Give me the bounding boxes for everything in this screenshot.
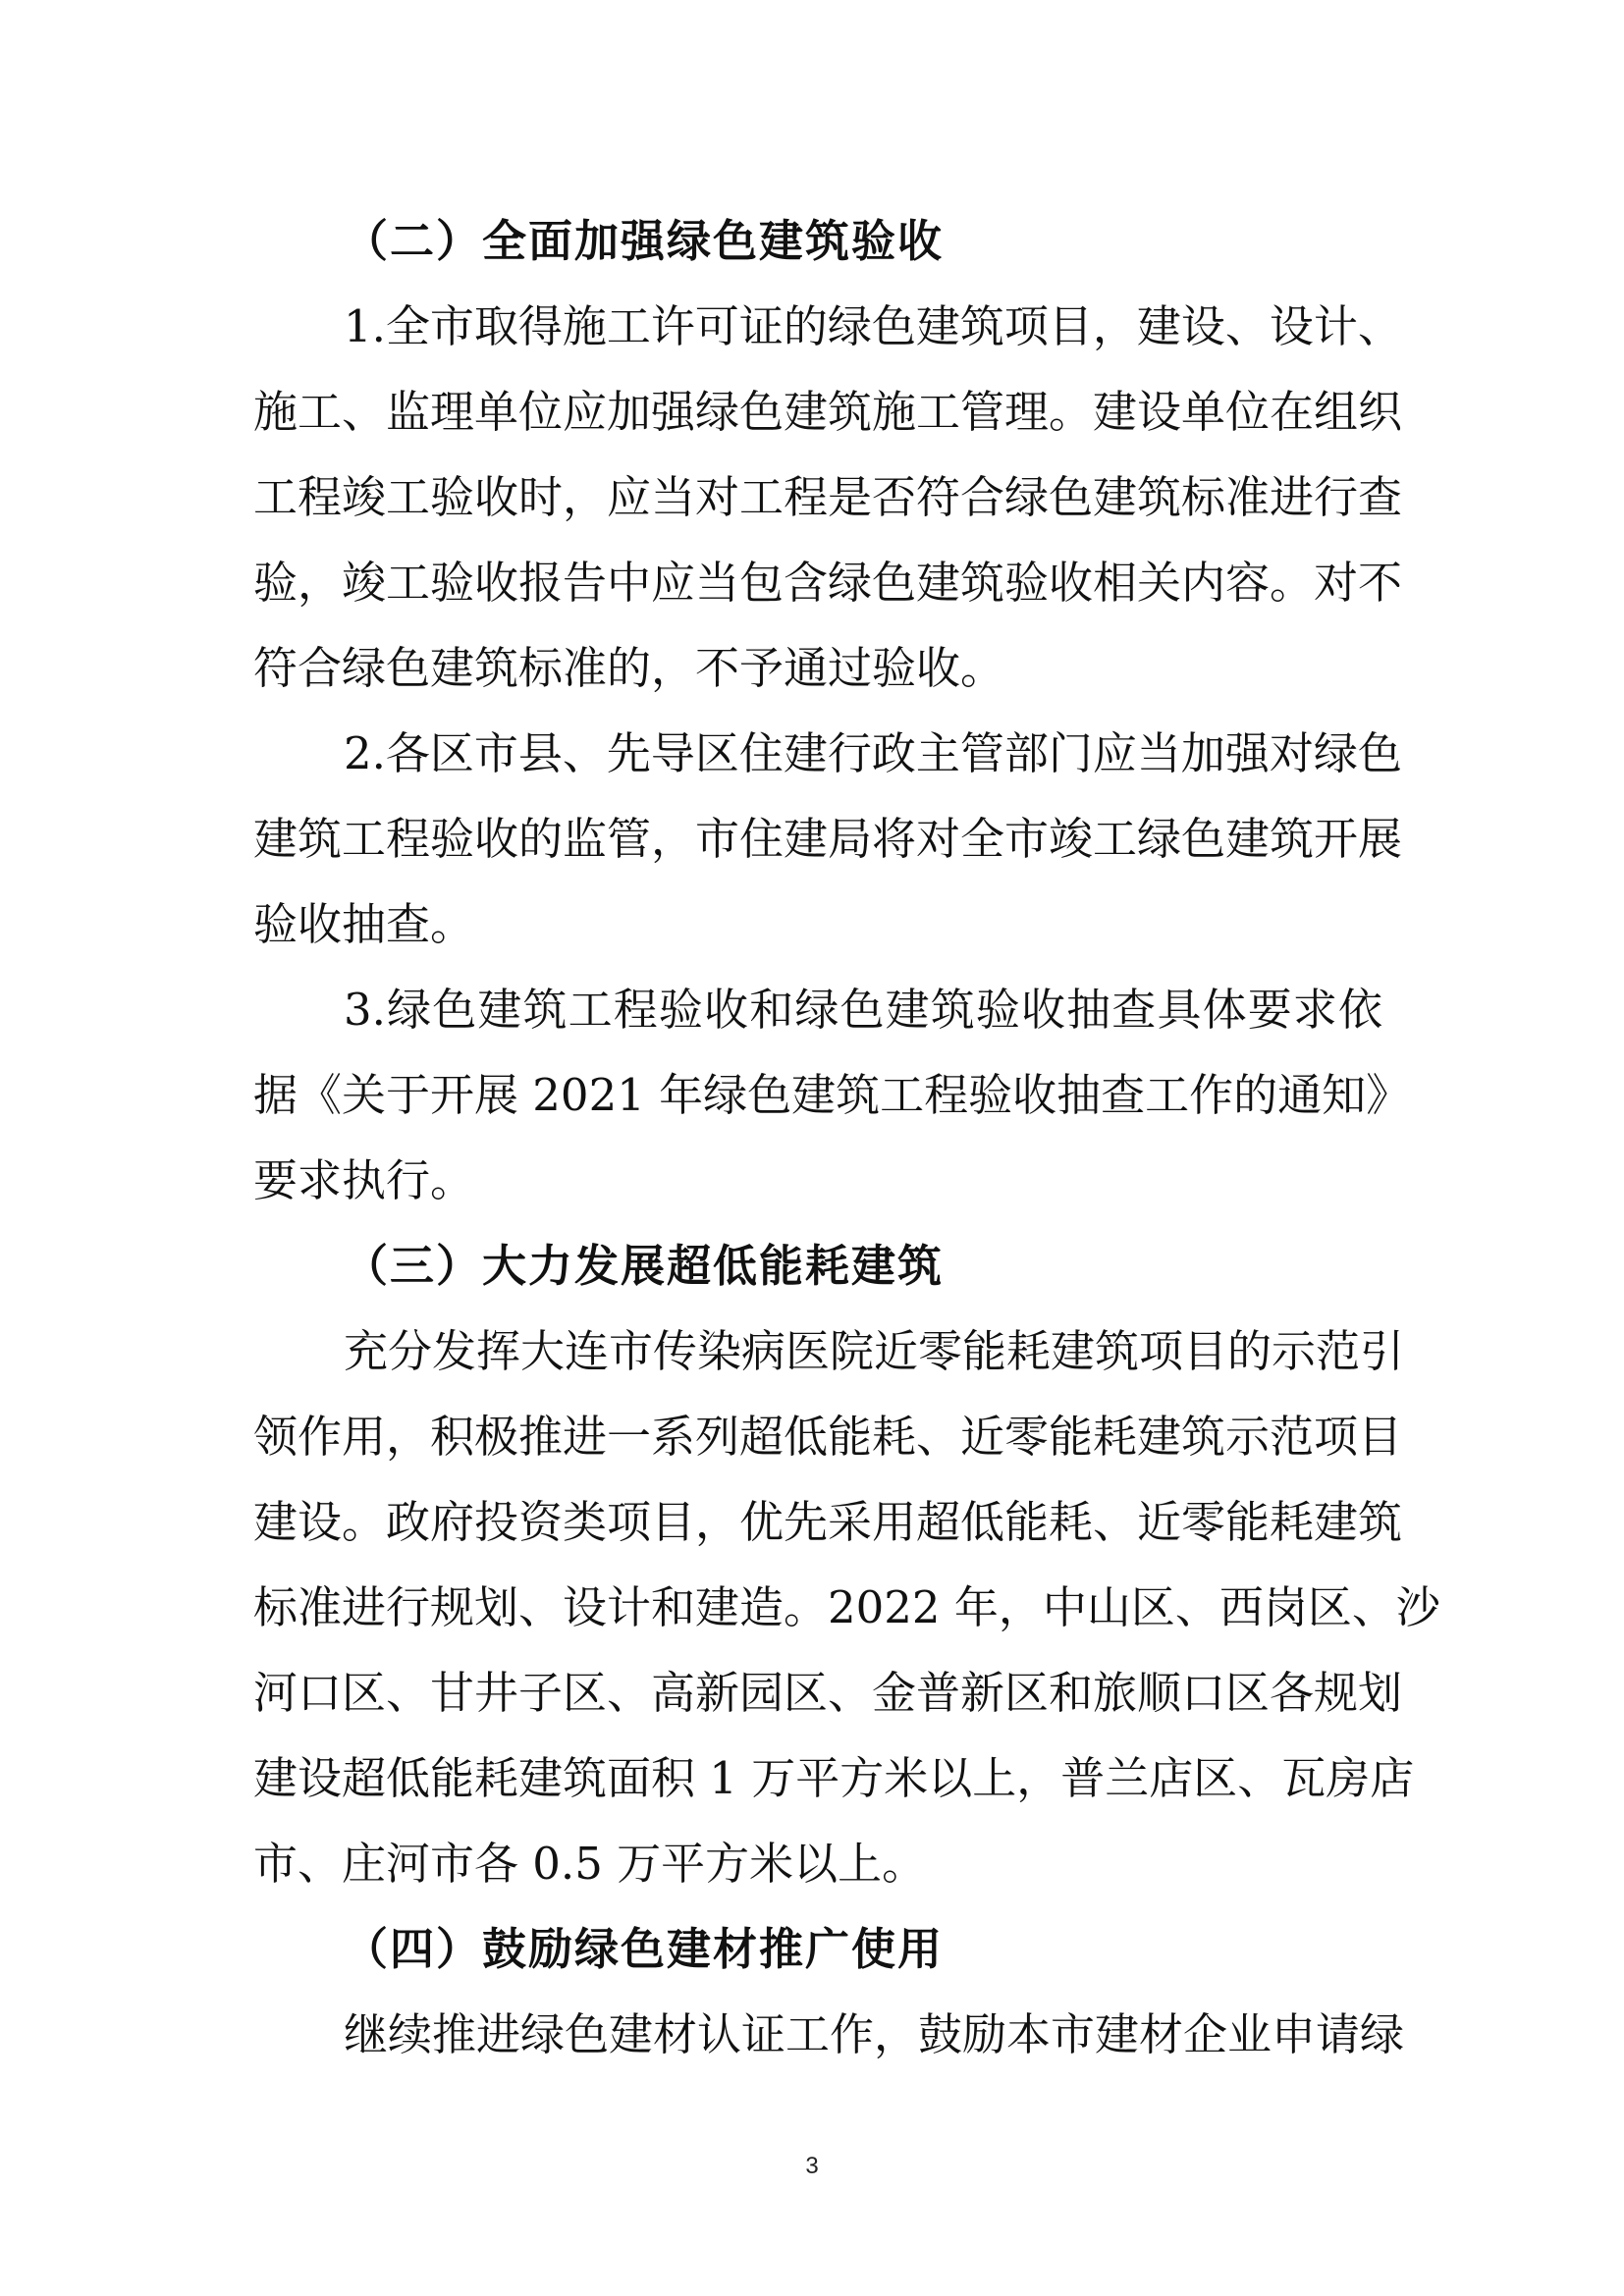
paragraph-line: 建设超低能耗建筑面积 1 万平方米以上，普兰店区、瓦房店 (253, 1752, 1415, 1804)
paragraph-line: 市、庄河市各 0.5 万平方米以上。 (253, 1838, 927, 1890)
paragraph-line: 建设。政府投资类项目，优先采用超低能耗、近零能耗建筑 (253, 1496, 1403, 1548)
paragraph-line: 符合绿色建筑标准的，不予通过验收。 (253, 642, 1005, 694)
section-heading-4: （四）鼓励绿色建材推广使用 (344, 1923, 945, 1975)
paragraph-line: 工程竣工验收时，应当对工程是否符合绿色建筑标准进行查 (253, 471, 1403, 523)
paragraph-line: 领作用，积极推进一系列超低能耗、近零能耗建筑示范项目 (253, 1411, 1403, 1463)
paragraph-line: 继续推进绿色建材认证工作，鼓励本市建材企业申请绿 (344, 2008, 1405, 2060)
section-heading-2: （二）全面加强绿色建筑验收 (344, 215, 945, 267)
page-number: 3 (805, 2153, 819, 2179)
paragraph-line: 验收抽查。 (253, 898, 475, 950)
paragraph-line: 充分发挥大连市传染病医院近零能耗建筑项目的示范引 (344, 1325, 1405, 1377)
section-heading-3: （三）大力发展超低能耗建筑 (344, 1240, 945, 1292)
paragraph-line: 2.各区市县、先导区住建行政主管部门应当加强对绿色 (344, 727, 1402, 779)
paragraph-line: 据《关于开展 2021 年绿色建筑工程验收抽查工作的通知》 (253, 1069, 1411, 1121)
paragraph-line: 河口区、甘井子区、高新园区、金普新区和旅顺口区各规划 (253, 1667, 1403, 1719)
paragraph-line: 1.全市取得施工许可证的绿色建筑项目，建设、设计、 (344, 300, 1402, 352)
paragraph-line: 标准进行规划、设计和建造。2022 年，中山区、西岗区、沙 (253, 1581, 1440, 1633)
paragraph-line: 施工、监理单位应加强绿色建筑施工管理。建设单位在组织 (253, 386, 1403, 438)
paragraph-line: 3.绿色建筑工程验收和绿色建筑验收抽查具体要求依 (344, 984, 1382, 1036)
paragraph-line: 建筑工程验收的监管，市住建局将对全市竣工绿色建筑开展 (253, 813, 1403, 865)
paragraph-line: 要求执行。 (253, 1154, 475, 1206)
paragraph-line: 验，竣工验收报告中应当包含绿色建筑验收相关内容。对不 (253, 557, 1403, 609)
